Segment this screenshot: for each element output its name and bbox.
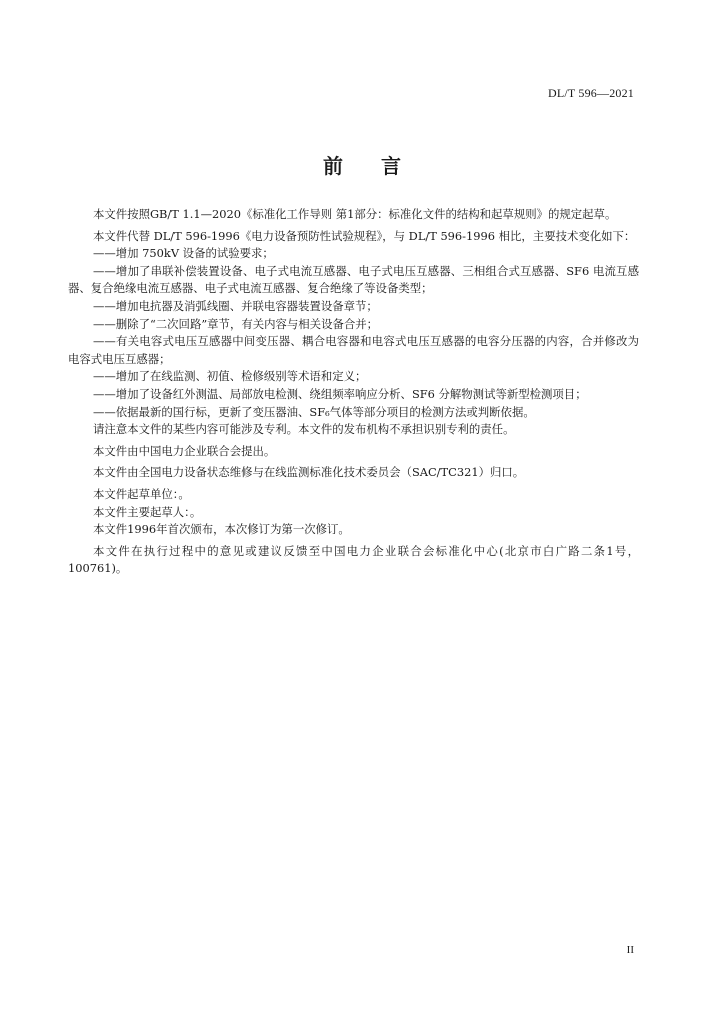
change-item: ——增加了串联补偿装置设备、电子式电流互感器、电子式电压互感器、三相组合式互感器、SF6 电流互感器、复合绝缘电流互感器、电子式电流互感器、复合绝缘了等设备类型； [68,263,639,296]
standard-code: DL/T 596—2021 [547,86,634,100]
page-number: II [626,944,634,956]
change-item: ——增加电抗器及消弧线圈、并联电容器装置设备章节； [93,298,378,313]
change-item: ——有关电容式电压互感器中间变压器、耦合电容器和电容式电压互感器的电容分压器的内容，合并修改为电容式电压互感器； [68,334,639,366]
change-item: ——增加 750kV 设备的试验要求； [93,246,274,261]
paragraph-drafting-rules: 本文件按照GB/T 1.1—2020《标准化工作导则 第1部分：标准化文件的结构和起草规则》的规定起草。 [93,207,617,221]
paragraph-replaces: 本文件代替 DL/T 596-1996《电力设备预防性试验规程》，与 DL/T 596-1996 相比，主要技术变化如下： [93,228,636,243]
paragraph-history: 本文件1996年首次颁布，本次修订为第一次修订。 [93,522,350,537]
page-title: 前言 [323,154,439,178]
paragraph-drafting-units: 本文件起草单位：。 [93,486,190,501]
foreword-body [68,206,639,578]
paragraph-drafters: 本文件主要起草人：。 [93,504,202,519]
paragraph-feedback: 本文件在执行过程中的意见或建议反馈至中国电力企业联合会标准化中心(北京市白广路二条1号，100761)。 [68,543,639,576]
change-item: ——删除了“二次回路”章节，有关内容与相关设备合并； [93,316,379,331]
paragraph-proposed-by: 本文件由中国电力企业联合会提出。 [93,443,276,458]
change-item: ——增加了设备红外测温、局部放电检测、绕组频率响应分析、SF6 分解物测试等新型检测项目； [93,386,587,401]
change-item: ——增加了在线监测、初值、检修级别等术语和定义； [93,369,367,384]
change-item: ——依据最新的国行标，更新了变压器油、SF₆气体等部分项目的检测方法或判断依据。 [93,404,535,419]
paragraph-patent-notice: 请注意本文件的某些内容可能涉及专利。本文件的发布机构不承担识别专利的责任。 [93,422,515,437]
paragraph-centralized-by: 本文件由全国电力设备状态维修与在线监测标准化技术委员会（SAC/TC321）归口。 [93,465,525,480]
